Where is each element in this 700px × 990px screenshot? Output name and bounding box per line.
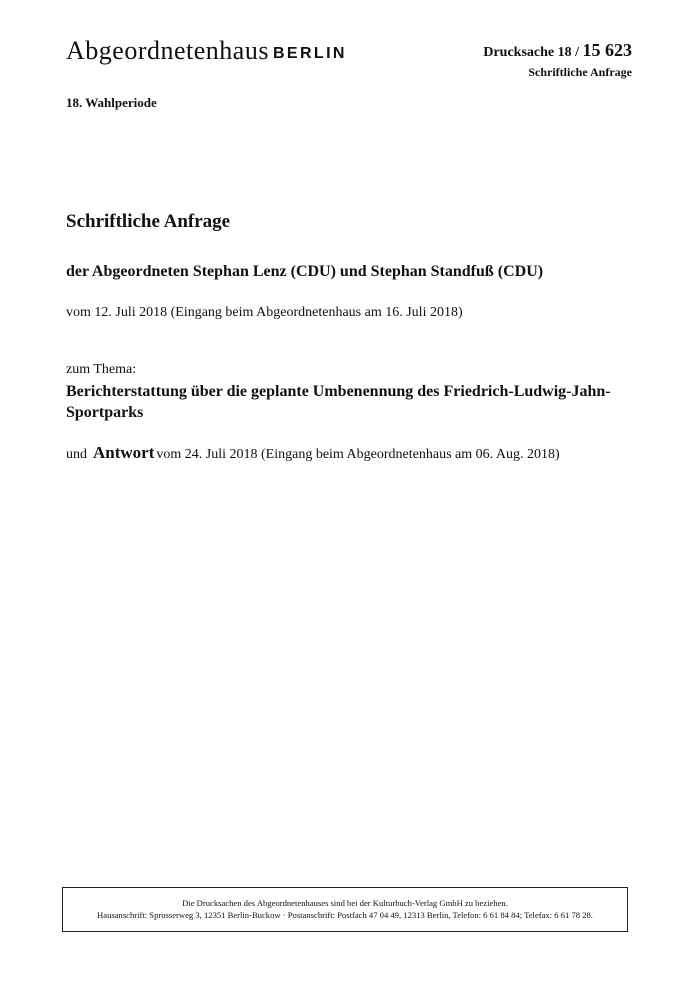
document-number-separator: /: [571, 45, 583, 60]
authors-line: der Abgeordneten Stephan Lenz (CDU) und Stephan Standfuß (CDU): [66, 263, 544, 280]
answer-date: vom 24. Juli 2018 (Eingang beim Abgeordnetenhaus am 06. Aug. 2018): [156, 447, 560, 462]
inquiry-date-line: vom 12. Juli 2018 (Eingang beim Abgeordnetenhaus am 16. Juli 2018): [66, 305, 463, 320]
topic-heading: Berichterstattung über die geplante Umbenennung des Friedrich-Ludwig-Jahn-Sportparks: [66, 383, 611, 421]
document-number-line: [483, 40, 632, 61]
topic-label: zum Thema:: [66, 362, 137, 377]
document-reference: [483, 40, 632, 80]
parliament-logo: [66, 36, 347, 66]
answer-word: Antwort: [93, 443, 155, 462]
legislative-period: 18. Wahlperiode: [66, 95, 157, 110]
answer-line: [66, 443, 560, 463]
document-label: Drucksache 18: [483, 45, 572, 60]
document-title: Schriftliche Anfrage: [66, 211, 231, 232]
answer-prefix: und: [66, 447, 87, 462]
document-type: Schriftliche Anfrage: [528, 65, 632, 79]
logo-wordmark: Abgeordnetenhaus: [66, 36, 269, 65]
document-number: 15 623: [582, 40, 632, 60]
logo-city: BERLIN: [272, 45, 347, 62]
footer-line-address: Hausanschrift: Sprosserweg 3, 12351 Berlin-Buckow · Postanschrift: Postfach 47 04 49, 12313 Berlin, Telefon: 6 61 84 84; Telefax: 6 61 78 28.: [97, 910, 593, 920]
footer-box: [62, 887, 628, 932]
footer-line-distribution: Die Drucksachen des Abgeordnetenhauses sind bei der Kulturbuch-Verlag GmbH zu beziehen.: [182, 898, 508, 908]
